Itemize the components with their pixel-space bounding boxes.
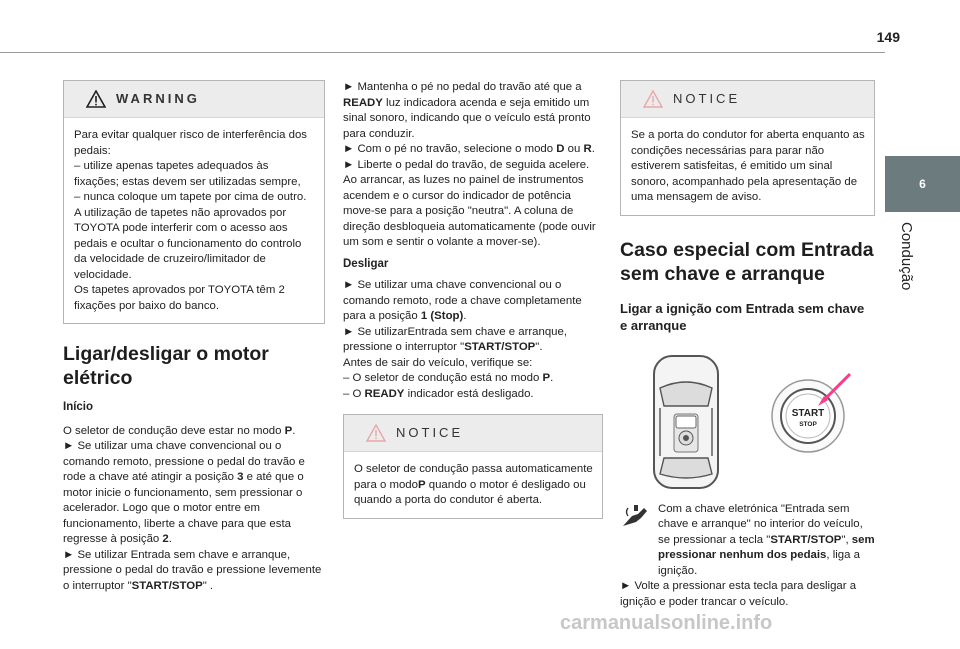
check-item: – O READY indicador está desligado. — [343, 387, 534, 400]
step-paragraph: ► Se utilizarEntrada sem chave e arranque, pressione o interruptor "START/STOP". — [343, 325, 568, 353]
chapter-label — [893, 222, 919, 297]
warning-line: A utilização de tapetes não aprovados por TOYOTA pode interferir com o acesso aos pedais e ocultar o funcionamento do controlo da velocidade de cruzeiro/limitador de velocidade. — [74, 206, 302, 281]
section-subtitle: Ligar a ignição com Entrada sem chave e arranque — [620, 300, 865, 333]
check-item: – O seletor de condução está no modo P. — [343, 372, 554, 384]
inicio-paragraph: ► Se utilizar Entrada sem chave e arranque, pressione o pedal do travão e pressione levemente o interruptor "START/STOP" . — [63, 548, 322, 592]
inicio-paragraph: O seletor de condução deve estar no modo P. — [63, 424, 296, 437]
notice-title: NOTICE — [673, 91, 741, 107]
warning-line: – nunca coloque um tapete por cima de outro. — [74, 191, 307, 203]
warning-box — [63, 80, 325, 324]
top-rule — [0, 52, 885, 53]
keyless-illustration — [620, 354, 875, 494]
info-paragraph: Antes de sair do veículo, verifique se: — [343, 356, 533, 369]
warning-line: Os tapetes aprovados por TOYOTA têm 2 fixações por baixo do banco. — [74, 284, 285, 312]
chapter-tab[interactable]: 6 — [885, 156, 960, 212]
warning-body — [64, 118, 324, 323]
column-3 — [620, 80, 875, 610]
info-paragraph: Ao arrancar, as luzes no painel de instrumentos acendem e o cursor do indicador de potência move-se para a posição "neutra". A coluna de direção desbloqueia automaticamente (pode ouvir um som e sentir o volante a mover-se). — [343, 174, 596, 248]
warning-line: – utilize apenas tapetes adequados às fixações; estas devem ser utilizadas sempre, — [74, 160, 301, 188]
notice-box — [343, 414, 603, 519]
page-number: 149 — [876, 29, 900, 45]
step-paragraph: ► Com o pé no travão, selecione o modo D ou R. — [343, 143, 595, 155]
watermark: carmanualsonline.info — [560, 612, 773, 634]
notice-header — [344, 415, 602, 452]
notice-body: O seletor de condução passa automaticamente para o modoP quando o motor é desligado ou quando a porta do condutor é aberta. — [354, 463, 593, 506]
inicio-heading: Início — [63, 401, 94, 413]
column-2 — [343, 80, 603, 519]
warning-line: Para evitar qualquer risco de interferência dos pedais: — [74, 129, 308, 157]
hand-key-icon — [620, 502, 650, 528]
notice-icon — [366, 424, 386, 442]
warning-title: WARNING — [116, 91, 200, 107]
section-title: Caso especial com Entrada sem chave e arranque — [620, 238, 874, 285]
warning-icon — [86, 90, 106, 108]
step-paragraph: ► Se utilizar uma chave convencional ou o comando remoto, rode a chave completamente para a posição 1 (Stop). — [343, 279, 582, 322]
key-paragraph — [620, 502, 875, 580]
step-paragraph: ► Volte a pressionar esta tecla para desligar a ignição e poder trancar o veículo. — [620, 580, 857, 608]
chapter-label-text: Condução — [898, 222, 915, 291]
notice-body: Se a porta do condutor for aberta enquanto as condições necessárias para parar não estiverem satisfeitas, é emitido um sinal sonoro, acompanhado pela apresentação de uma mensagem de aviso. — [631, 129, 865, 203]
inicio-paragraph: ► Se utilizar uma chave convencional ou o comando remoto, pressione o pedal do travão e rode a chave até atingir a posição 3 e até que o motor inicie o funcionamento, sem pressionar o acelerador. Logo que o motor entre em funcionamento, liberte a chave para que esta regresse à posição 2. — [63, 440, 305, 545]
key-text: Com a chave eletrónica "Entrada sem chave e arranque" no interior do veículo, se pressionar a tecla "START/STOP", sem pressionar nenhum dos pedais, liga a ignição. — [658, 502, 875, 577]
car-top-view-icon — [646, 354, 726, 490]
warning-header — [64, 81, 324, 118]
step-paragraph: ► Liberte o pedal do travão, de seguida acelere. — [343, 158, 590, 171]
column-1 — [63, 80, 325, 594]
section-title: Ligar/desligar o motor elétrico — [63, 343, 269, 389]
notice-icon — [643, 90, 663, 108]
start-stop-button-icon — [768, 366, 858, 456]
start-label: START — [791, 407, 825, 419]
notice-title: NOTICE — [396, 425, 464, 441]
stop-label: STOP — [799, 420, 817, 428]
notice-header — [621, 81, 874, 118]
notice-box — [620, 80, 875, 216]
step-paragraph: ► Mantenha o pé no pedal do travão até que a READY luz indicadora acenda e seja emitido um sinal sonoro, indicando que o veículo está pronto para conduzir. — [343, 81, 591, 140]
desligar-heading: Desligar — [343, 257, 389, 270]
